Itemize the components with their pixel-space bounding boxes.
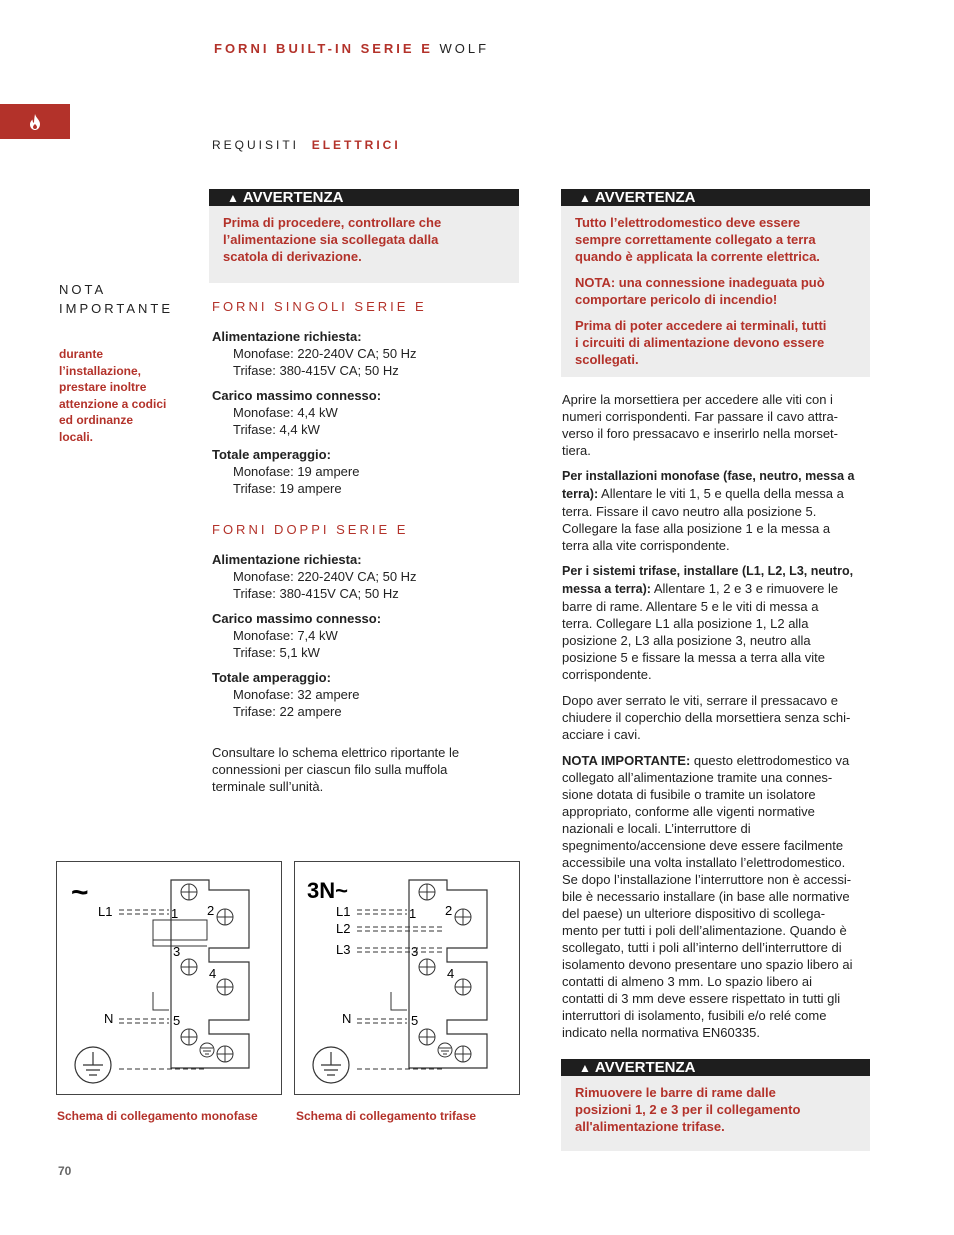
spec-group [212, 551, 512, 602]
spec-value: Trifase: 22 ampere [233, 704, 342, 719]
label-n: N [342, 1011, 352, 1026]
spec-value: Trifase: 380-415V CA; 50 Hz [233, 363, 399, 378]
warning-header [209, 189, 519, 206]
terminal-number: 1 [171, 906, 179, 921]
warning-line: l’alimentazione sia scollegata dalla [223, 232, 439, 247]
side-note-line: attenzione a codici [59, 396, 167, 411]
text-line: interruttori di isolamento, fusibili e/o relé come [562, 1008, 827, 1023]
warning-line: i circuiti di alimentazione devono essere [575, 335, 825, 350]
text-line: NOTA IMPORTANTE: [562, 753, 691, 768]
wiring-diagram-single-phase [57, 862, 281, 1094]
warning-line: Tutto l’elettrodomestico deve essere [575, 215, 801, 230]
text-line: questo elettrodomestico va [690, 753, 850, 768]
page-header [214, 41, 489, 56]
spec-label: Alimentazione richiesta: [212, 552, 362, 567]
text-line: messa a terra): [562, 582, 651, 596]
text-line: Aprire la morsettiera per accedere alle viti con i [562, 392, 833, 407]
section-title [212, 138, 401, 152]
spec-value: Monofase: 7,4 kW [233, 628, 338, 643]
spec-value: Monofase: 220-240V CA; 50 Hz [233, 346, 417, 361]
side-note-line: l’installazione, [59, 363, 142, 378]
instructions-paragraph [562, 563, 892, 683]
spec-group [212, 669, 512, 720]
caption-single-phase: Schema di collegamento monofase [57, 1109, 258, 1123]
warning-line: posizioni 1, 2 e 3 per il collegamento [575, 1102, 801, 1117]
section-title-highlight: ELETTRICI [311, 138, 401, 152]
text-line: del paese) un ulteriore dispositivo di scollega- [562, 906, 826, 921]
warning-box-copper-bars [561, 1059, 870, 1151]
warning-triangle-icon: ▲ [579, 191, 591, 205]
terminal-number: 1 [409, 906, 417, 921]
label-l1: L1 [98, 904, 113, 919]
warning-paragraph [575, 317, 856, 368]
spec-label: Totale amperaggio: [212, 447, 331, 462]
terminal-number: 2 [445, 903, 453, 918]
wires [119, 910, 205, 1069]
text-line: mento per tutti i poli dell’alimentazione. Quando è [562, 923, 847, 938]
phase-symbol: 3N~ [307, 878, 348, 903]
neutral-wire [391, 992, 407, 1010]
warning-line: quando è applicata la corrente elettrica. [575, 249, 820, 264]
warning-line: comportare pericolo di incendio! [575, 292, 778, 307]
spec-value: Monofase: 32 ampere [233, 687, 360, 702]
text-line: nazionali e locali. L’interruttore di [562, 821, 751, 836]
ground-symbol-icon [313, 1047, 349, 1083]
side-note-body [59, 346, 189, 445]
caption-three-phase: Schema di collegamento trifase [296, 1109, 477, 1123]
text-line: connessioni per ciascun filo sulla muffola [212, 762, 448, 777]
text-line: spegnimento/accensione deve essere facilmente [562, 838, 844, 853]
spec-value: Monofase: 19 ampere [233, 464, 360, 479]
side-note-line: durante [59, 347, 104, 361]
spec-label: Carico massimo connesso: [212, 388, 382, 403]
text-line: Per i sistemi trifase, installare (L1, L2, L3, neutro, [562, 564, 854, 578]
warning-line: Prima di poter accedere ai terminali, tutti [575, 318, 827, 333]
text-line: corrispondente. [562, 667, 652, 682]
text-line: Allentare le viti 1, 5 e quella della messa a [598, 486, 844, 501]
double-ovens-specs [212, 551, 512, 728]
side-note-title-line: NOTA [59, 282, 107, 297]
warning-text [561, 206, 870, 376]
header-brand: WOLF [439, 41, 490, 56]
text-line: contatti di almeno 3 mm. Lo spazio libero ai [562, 974, 813, 989]
wires [357, 910, 445, 1069]
text-line: accessibile una volta installato l’elettrodomestico. [562, 855, 846, 870]
text-line: numeri corrispondenti. Far passare il cavo attra- [562, 409, 839, 424]
section-title-prefix: REQUISITI [212, 138, 300, 152]
text-line: chiudere il coperchio della morsettiera senza schi- [562, 710, 851, 725]
text-line: terra. Collegare L1 alla posizione 1, L2 alla [562, 616, 809, 631]
label-l2: L2 [336, 921, 351, 936]
warning-text [209, 206, 519, 273]
header-series: FORNI BUILT-IN SERIE E [214, 41, 433, 56]
text-line: terra. Fissare il cavo neutro alla posizione 5. [562, 504, 817, 519]
spec-group [212, 610, 512, 661]
text-line: terminale sull’unità. [212, 779, 324, 794]
warning-text [561, 1076, 870, 1143]
terminal-number: 4 [447, 966, 455, 981]
spec-value: Trifase: 19 ampere [233, 481, 342, 496]
section-tab [0, 104, 70, 139]
text-line: posizione 2, L3 alla posizione 3, neutro alla [562, 633, 811, 648]
text-line: bile è necessario installare (in base alle normative [562, 889, 850, 904]
side-note-title-line: IMPORTANTE [59, 301, 174, 316]
spec-label: Carico massimo connesso: [212, 611, 382, 626]
text-line: contatti di 3 mm deve essere rispettato in tutti gli [562, 991, 841, 1006]
warning-line: scatola di derivazione. [223, 249, 362, 264]
instructions-paragraph [562, 752, 892, 1041]
text-line: Allentare 1, 2 e 3 e rimuovere le [650, 581, 839, 596]
text-line: sione dotata di fusibile o tramite un isolatore [562, 787, 816, 802]
side-note-line: ed ordinanze [59, 413, 134, 427]
single-ovens-specs [212, 328, 512, 505]
warning-box-grounding [561, 189, 870, 377]
spec-label: Alimentazione richiesta: [212, 329, 362, 344]
text-line: appropriato, conforme alle vigenti normative [562, 804, 815, 819]
warning-box-disconnect [209, 189, 519, 283]
text-line: verso il foro pressacavo e inserirlo nella morset- [562, 426, 838, 441]
label-n: N [104, 1011, 114, 1026]
terminal-number: 3 [173, 944, 181, 959]
copper-bridge [153, 920, 207, 1010]
side-note-line: locali. [59, 429, 94, 444]
warning-title: AVVERTENZA [594, 1059, 696, 1076]
warning-header [561, 1059, 870, 1076]
warning-title: AVVERTENZA [594, 189, 696, 206]
terminal-number: 3 [411, 944, 419, 959]
spec-group [212, 446, 512, 497]
spec-label: Totale amperaggio: [212, 670, 331, 685]
terminal-number: 4 [209, 966, 217, 981]
text-line: acciare i cavi. [562, 727, 641, 742]
spec-group [212, 328, 512, 379]
warning-line: NOTA: una connessione inadeguata può [575, 275, 825, 290]
label-l1: L1 [336, 904, 351, 919]
text-line: terra alla vite corrispondente. [562, 538, 730, 553]
ground-symbol-icon [75, 1047, 111, 1083]
text-line: posizione 5 e fissare la messa a terra alla vite [562, 650, 826, 665]
flame-icon [28, 114, 42, 130]
warning-title: AVVERTENZA [242, 189, 344, 206]
consult-paragraph [212, 744, 512, 795]
warning-paragraph [575, 214, 856, 265]
warning-header [561, 189, 870, 206]
spec-value: Monofase: 220-240V CA; 50 Hz [233, 569, 417, 584]
warning-triangle-icon: ▲ [227, 191, 239, 205]
text-line: Consultare lo schema elettrico riportante le [212, 745, 460, 760]
instructions-paragraph [562, 692, 892, 743]
spec-value: Trifase: 380-415V CA; 50 Hz [233, 586, 399, 601]
label-l3: L3 [336, 942, 351, 957]
warning-line: all'alimentazione trifase. [575, 1119, 725, 1134]
instructions [562, 391, 892, 1050]
text-line: collegato all’alimentazione tramite una connes- [562, 770, 833, 785]
text-line: Se dopo l’installazione l’interruttore non è accessi- [562, 872, 852, 887]
terminal-number: 2 [207, 903, 215, 918]
text-line: indicato nella normativa EN60335. [562, 1025, 761, 1040]
text-line: tiera. [562, 443, 591, 458]
diagram-three-phase [294, 861, 520, 1095]
text-line: Per installazioni monofase (fase, neutro, messa a [562, 469, 855, 483]
text-line: Collegare la fase alla posizione 1 e la messa a [562, 521, 831, 536]
wiring-diagram-three-phase [295, 862, 519, 1094]
warning-triangle-icon: ▲ [579, 1061, 591, 1075]
terminal-number: 5 [173, 1013, 181, 1028]
warning-paragraph [575, 274, 856, 308]
spec-value: Trifase: 5,1 kW [233, 645, 320, 660]
double-ovens-title: FORNI DOPPI SERIE E [212, 522, 409, 537]
warning-line: Prima di procedere, controllare che [223, 215, 442, 230]
warning-line: Rimuovere le barre di rame dalle [575, 1085, 776, 1100]
text-line: terra): [562, 487, 599, 501]
warning-line: sempre correttamente collegato a terra [575, 232, 816, 247]
spec-value: Monofase: 4,4 kW [233, 405, 338, 420]
page-number: 70 [58, 1164, 72, 1178]
phase-symbol: ~ [71, 876, 89, 909]
diagram-single-phase [56, 861, 282, 1095]
text-line: scollegato, tutti i poli all’interno dell’interruttore di [562, 940, 842, 955]
text-line: Dopo aver serrato le viti, serrare il pressacavo e [562, 693, 839, 708]
terminal-number: 5 [411, 1013, 419, 1028]
text-line: barre di rame. Allentare 5 e le viti di messa a [562, 599, 819, 614]
warning-line: scollegati. [575, 352, 639, 367]
instructions-paragraph [562, 468, 892, 554]
side-note-title [59, 280, 173, 318]
side-note-line: prestare inoltre [59, 380, 147, 394]
spec-group [212, 387, 512, 438]
spec-value: Trifase: 4,4 kW [233, 422, 320, 437]
text-line: isolamento devono presentare uno spazio libero ai [562, 957, 853, 972]
single-ovens-title: FORNI SINGOLI SERIE E [212, 299, 427, 314]
instructions-paragraph [562, 391, 892, 459]
